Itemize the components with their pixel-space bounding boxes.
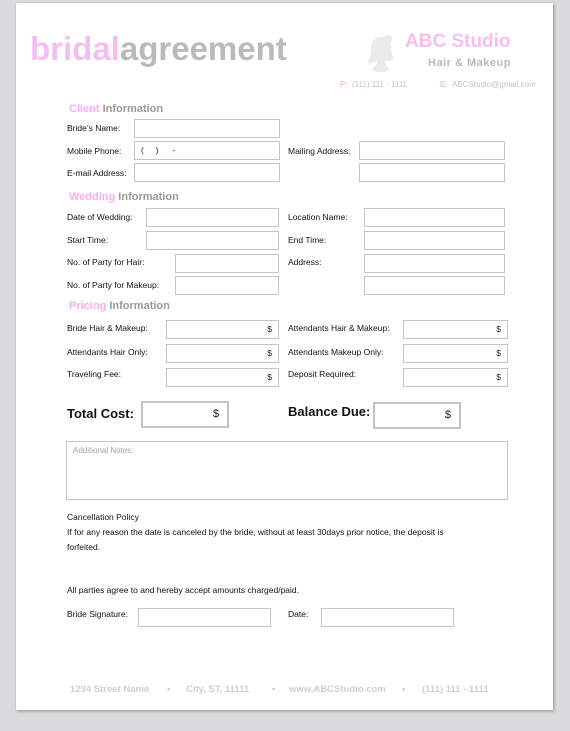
mailing-address-field[interactable] [359, 141, 505, 160]
agreement-statement: All parties agree to and hereby accept amounts charged/paid. [67, 585, 300, 595]
studio-subtitle: Hair & Makeup [428, 57, 511, 69]
location-name-field[interactable] [364, 208, 505, 227]
footer-separator: • [402, 684, 406, 695]
attendants-hair-makeup-field[interactable]: $ [403, 320, 508, 339]
footer-separator: • [272, 684, 276, 695]
phone-label: P: [340, 80, 348, 89]
start-time-label: Start Time: [67, 235, 109, 245]
mailing-address-field-2[interactable] [359, 163, 505, 182]
party-makeup-label: No. of Party for Makeup: [67, 280, 160, 290]
deposit-required-field[interactable]: $ [403, 368, 508, 387]
footer-street: 1234 Street Name [70, 684, 150, 695]
attendants-hair-only-field[interactable]: $ [166, 344, 279, 363]
mobile-phone-label: Mobile Phone: [67, 146, 122, 156]
deposit-required-label: Deposit Required: [288, 369, 357, 379]
attendants-hair-only-label: Attendants Hair Only: [67, 347, 148, 357]
title-agreement: agreement [119, 30, 287, 67]
brides-name-label: Bride’s Name: [67, 123, 121, 133]
email-address-label: E-mail Address: [67, 168, 127, 178]
party-makeup-field[interactable] [175, 276, 279, 295]
party-hair-label: No. of Party for Hair: [67, 257, 145, 267]
studio-name: ABC Studio [405, 31, 511, 52]
date-of-wedding-label: Date of Wedding: [67, 212, 133, 222]
page-title [30, 29, 287, 69]
traveling-fee-field[interactable]: $ [166, 368, 279, 387]
studio-phone: P: (111) 111 - 1111 [340, 80, 407, 89]
woman-silhouette-icon [364, 33, 398, 75]
address-field-2[interactable] [364, 276, 505, 295]
additional-notes-field[interactable] [66, 441, 508, 500]
balance-due-label: Balance Due: [288, 404, 371, 419]
total-cost-field[interactable]: $ [141, 401, 229, 428]
cancellation-policy-text: If for any reason the date is canceled by the bride, without at least 30days prior notice, the deposit is forfeited. [67, 527, 444, 552]
signature-date-field[interactable] [321, 608, 454, 627]
bride-signature-field[interactable] [138, 608, 271, 627]
footer-website: www.ABCStudio.com [289, 684, 386, 695]
party-hair-field[interactable] [175, 254, 279, 273]
email-address-field[interactable] [134, 163, 280, 182]
balance-due-field[interactable]: $ [373, 402, 461, 429]
section-client-information: Client Information [69, 103, 164, 115]
bride-signature-label: Bride Signature: [67, 609, 128, 619]
footer-city: City, ST, 11111 [186, 684, 250, 695]
attendants-makeup-only-field[interactable]: $ [403, 344, 508, 363]
bride-hair-makeup-label: Bride Hair & Makeup: [67, 323, 148, 333]
title-bridal: bridal [30, 30, 120, 67]
bride-hair-makeup-field[interactable]: $ [166, 320, 279, 339]
start-time-field[interactable] [146, 231, 279, 250]
cancellation-policy-title: Cancellation Policy [67, 512, 139, 522]
section-pricing-information: Pricing Information [69, 300, 170, 312]
address-field[interactable] [364, 254, 505, 273]
location-name-label: Location Name: [288, 212, 348, 222]
studio-email: E: ABCStudio@gmail.com [440, 80, 536, 89]
date-of-wedding-field[interactable] [146, 208, 279, 227]
brides-name-field[interactable] [134, 119, 280, 138]
attendants-makeup-only-label: Attendants Makeup Only: [288, 347, 384, 357]
footer-separator: • [167, 684, 171, 695]
email-label: E: [440, 80, 448, 89]
footer-phone: (111) 111 - 1111 [422, 684, 489, 695]
end-time-label: End Time: [288, 235, 327, 245]
agreement-page [16, 3, 553, 710]
attendants-hair-makeup-label: Attendants Hair & Makeup: [288, 323, 390, 333]
end-time-field[interactable] [364, 231, 505, 250]
additional-notes-placeholder: Additional Notes: [73, 446, 134, 455]
address-label: Address: [288, 257, 322, 267]
section-wedding-information: Wedding Information [69, 191, 179, 203]
total-cost-label: Total Cost: [67, 406, 134, 421]
mobile-phone-field[interactable]: ( ) - [134, 141, 280, 160]
signature-date-label: Date: [288, 609, 309, 619]
mailing-address-label: Mailing Address: [288, 146, 351, 156]
traveling-fee-label: Traveling Fee: [67, 369, 122, 379]
